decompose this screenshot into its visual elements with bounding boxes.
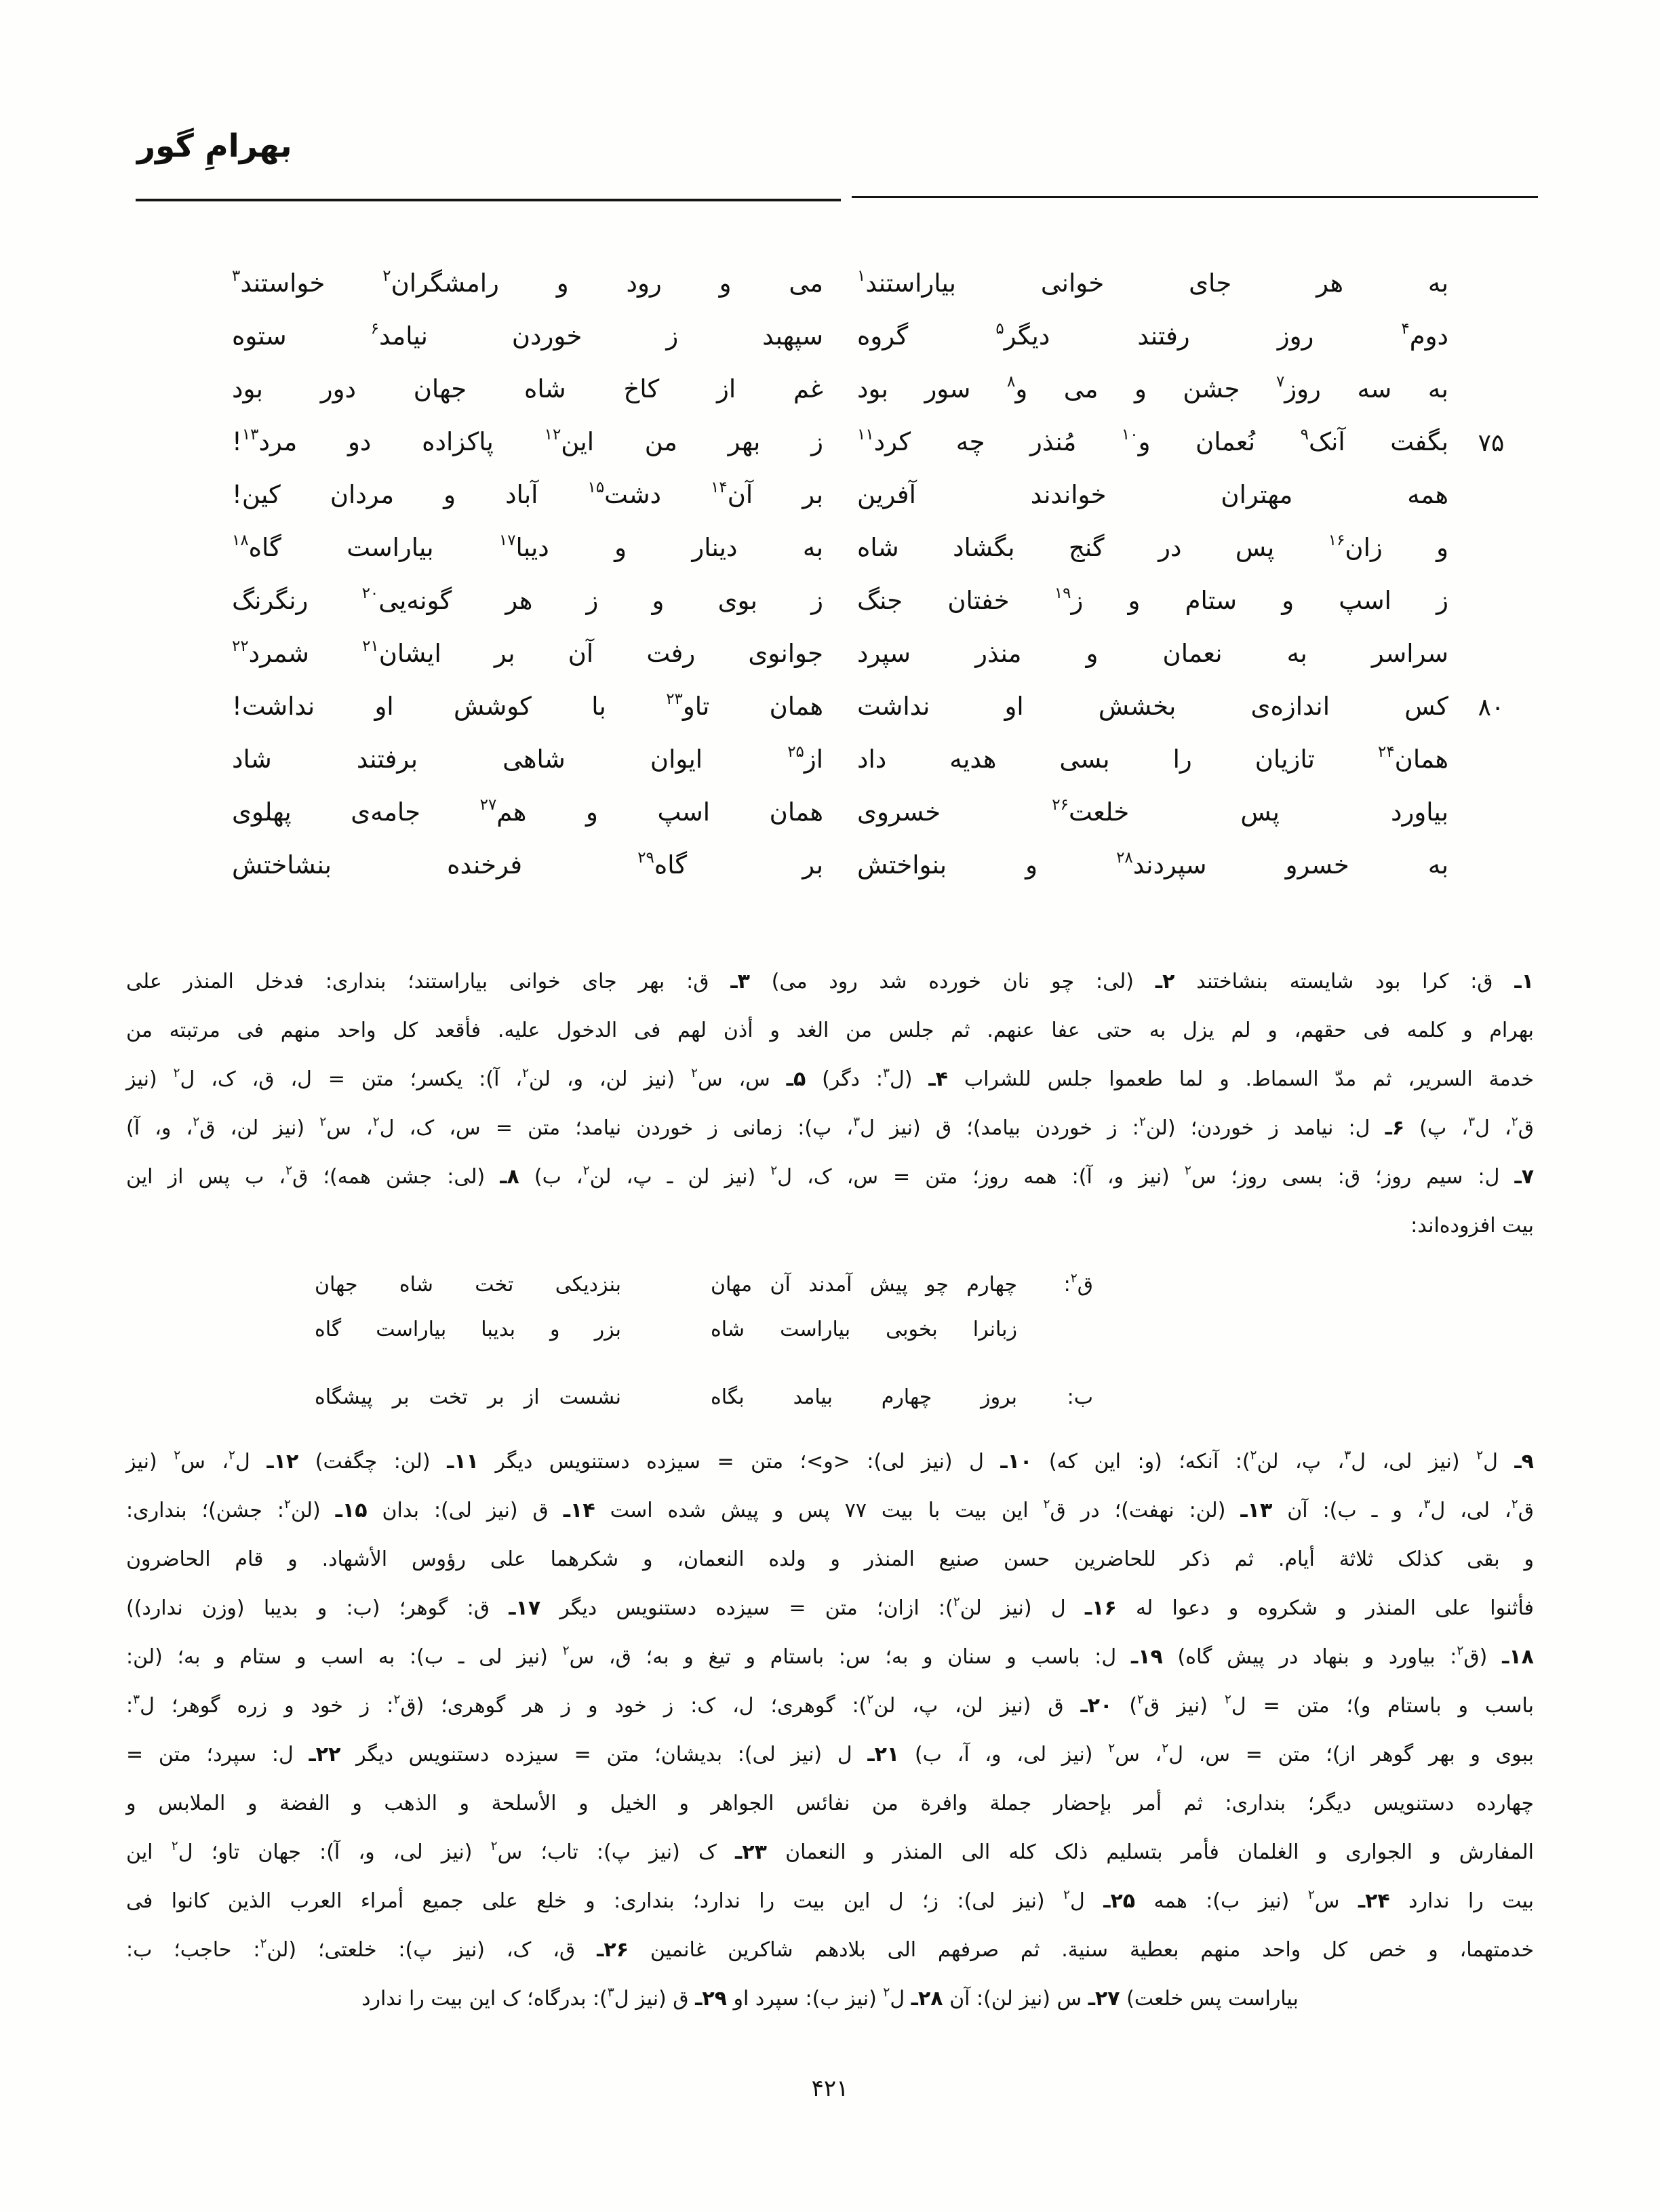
second-hemistich: بر آن$^{۱۴}$ دشت$^{۱۵}$ آباد و مردان کین! bbox=[232, 479, 823, 510]
first-hemistich: همان$^{۲۴}$ تازیان را بسی هدیه داد bbox=[857, 743, 1448, 774]
verse-row bbox=[126, 298, 1534, 351]
verse-row bbox=[126, 616, 1534, 669]
apparatus-line: چهارده دستنویس دیگر؛ بنداری: ثم أمر بإحضار جملة وافرة من نفائس الجواهر و الخیل و الأسلحة و الذهب و الفضة و الملابس و bbox=[126, 1792, 1534, 1815]
verse-number: ۷۵ bbox=[1478, 429, 1505, 457]
second-hemistich: از$^{۲۵}$ ایوان شاهی برفتند شاد bbox=[232, 743, 823, 774]
second-hemistich: ز بوی و ز هر گونه‌یی$^{۲۰}$ رنگرنگ bbox=[232, 585, 823, 616]
verse-number: ۸۰ bbox=[1478, 693, 1505, 722]
manuscript-siglum-label: ب: bbox=[1067, 1385, 1093, 1409]
apparatus-line: خدمة السریر، ثم مدّ السماط. و لما طعموا جلس للشراب ۴ـ (ل$^۳$: دگر) ۵ـ س، س$^۲$ (نیز لن، و، لن$^۲$، آ): یکسر؛ متن = ل، ق، ک، ل$^۲$ (نیز bbox=[126, 1065, 1535, 1091]
header-rule bbox=[136, 199, 841, 201]
quote-verse-row bbox=[266, 1263, 1093, 1307]
verse-row bbox=[126, 722, 1534, 774]
verse-row bbox=[126, 351, 1534, 404]
verse-row bbox=[126, 404, 1534, 457]
first-hemistich: به خسرو سپردند$^{۲۸}$ و بنواختش bbox=[857, 849, 1448, 880]
critical-apparatus bbox=[126, 957, 1534, 2023]
apparatus-line: و بقی کذلک ثلاثة أیام. ثم ذکر للحاضرین حسن صنیع المنذر و ولده النعمان، و شکرهما علی رؤوس الأشهاد. و قام الحاضرون bbox=[126, 1547, 1534, 1571]
apparatus-line: بیاراست پس خلعت) ۲۷ـ س (نیز لن): آن ۲۸ـ ل$^۲$ (نیز ب): سپرد او ۲۹ـ ق (نیز ل$^۳$): بدرگاه؛ ک این بیت را ندارد bbox=[361, 1985, 1299, 2011]
first-hemistich: بگفت آنک$^۹$ نُعمان و$^{۱۰}$ مُنذر چه کرد$^{۱۱}$ bbox=[857, 426, 1449, 457]
header-rule bbox=[852, 196, 1538, 198]
second-hemistich: نشست از بر تخت بر پیشگاه bbox=[315, 1385, 621, 1409]
verse-row bbox=[126, 563, 1534, 616]
poem bbox=[126, 245, 1534, 880]
second-hemistich: به دینار و دیبا$^{۱۷}$ بیاراست گاه$^{۱۸}$ bbox=[232, 532, 823, 563]
second-hemistich: بر گاه$^{۲۹}$ فرخنده بنشاختش bbox=[232, 849, 824, 880]
quote-verse-row bbox=[266, 1375, 1093, 1420]
first-hemistich: و زان$^{۱۶}$ پس در گنج بگشاد شاه bbox=[857, 532, 1449, 563]
first-hemistich: زبانرا بخوبی بیاراست شاه bbox=[711, 1318, 1017, 1341]
apparatus-line: ق$^۲$، ل$^۳$، پ) ۶ـ ل: نیامد ز خوردن؛ (لن$^۲$: ز خوردن بیامد)؛ ق (نیز ل$^۳$، پ): زمانی ز خوردن نیامد؛ متن = س، ک، ل$^۲$، س$^۲$ (نیز لن، ق$^۲$، و، آ) bbox=[126, 1114, 1535, 1140]
apparatus-line: فأثنوا علی المنذر و شکروه و دعوا له ۱۶ـ ل (نیز لن$^۲$): ازان؛ متن = سیزده دستنویس دیگر ۱۷ـ ق: گوهر؛ (ب: و بدیبا (وزن ندارد)) bbox=[126, 1594, 1535, 1620]
page-number: ۴۲۱ bbox=[811, 2075, 849, 2102]
apparatus-line: ببوی و بهر گوهر از)؛ متن = س، ل$^۲$، س$^۲$ (نیز لی، و، آ، ب) ۲۱ـ ل (نیز لی): بدیشان؛ متن = سیزده دستنویس دیگر ۲۲ـ ل: سپرد؛ متن = bbox=[126, 1741, 1534, 1766]
verse-row bbox=[126, 669, 1534, 722]
second-hemistich: می و رود و رامشگران$^۲$ خواستند$^۳$ bbox=[232, 267, 823, 298]
second-hemistich: بزر و بدیبا بیاراست گاه bbox=[315, 1318, 621, 1341]
second-hemistich: غم از کاخ شاه جهان دور بود bbox=[232, 374, 823, 404]
second-hemistich: جوانوی رفت آن بر ایشان$^{۲۱}$ شمرد$^{۲۲}$ bbox=[232, 637, 824, 669]
second-hemistich: همان تاو$^{۲۳}$ با کوشش او نداشت! bbox=[232, 690, 823, 722]
apparatus-line: المفارش و الجواری و الغلمان فأمر بتسلیم ذلک کله الی المنذر و النعمان ۲۳ـ ک (نیز پ): تاب؛ س$^۲$ (نیز لی، و، آ): جهان تاو؛ ل$^۲$ این bbox=[126, 1838, 1535, 1864]
page-title: بهرامِ گور bbox=[137, 127, 292, 165]
apparatus-line: ق$^۲$، لی، ل$^۳$، و ـ ب): آن ۱۳ـ (لن: نهفت)؛ در ق$^۲$ این بیت با بیت ۷۷ پس و پیش شده است ۱۴ـ ق (نیز لی): بدان ۱۵ـ (لن$^۲$: جشن)؛ بنداری: bbox=[126, 1497, 1535, 1522]
first-hemistich: دوم$^۴$ روز رفتند دیگر$^۵$ گروه bbox=[857, 320, 1448, 351]
first-hemistich: چهارم چو پیش آمدند آن مهان bbox=[711, 1273, 1017, 1297]
first-hemistich: ز اسپ و ستام و ز$^{۱۹}$ خفتان جنگ bbox=[857, 585, 1449, 616]
apparatus-line: بهرام و کلمه فی حقهم، و لم یزل به حتی عفا عنهم. ثم جلس من الغد و أذن لهم فی الدخول علیه. فأقعد کل واحد منهم فی مرتبته من bbox=[126, 1019, 1534, 1042]
apparatus-line: خدمتهما، و خص کل واحد منهم بعطیة سنیة. ثم صرفهم الی بلادهم شاکرین غانمین ۲۶ـ ق، ک، (نیز پ): خلعتی؛ (لن$^۲$: حاجب؛ ب: bbox=[126, 1936, 1534, 1962]
quote-verse-row bbox=[266, 1307, 1093, 1352]
second-hemistich: سپهبد ز خوردن نیامد$^۶$ ستوه bbox=[232, 320, 823, 351]
apparatus-line: ۱۸ـ (ق$^۲$: بیاورد و بنهاد در پیش گاه) ۱۹ـ ل: باسب و سنان و به؛ س: باستام و تیغ و به؛ ق، س$^۲$ (نیز لی ـ ب): به اسب و ستام و به؛ (لن: bbox=[126, 1643, 1534, 1669]
first-hemistich: همه مهتران خواندند آفرین bbox=[857, 480, 1448, 510]
manuscript-siglum-label: ق$^۲$: bbox=[1063, 1271, 1093, 1297]
added-verses-manuscript-q2 bbox=[266, 1263, 1093, 1352]
apparatus-line: بیت افزوده‌اند: bbox=[1410, 1214, 1534, 1238]
verse-row bbox=[126, 457, 1534, 510]
apparatus-line: ۱ـ ق: کرا بود شایسته بنشاختند ۲ـ (لی: چو نان خورده شد رود می) ۳ـ ق: بهر جای خوانی بیاراستند؛ بنداری: فدخل المنذر علی bbox=[126, 970, 1534, 993]
verse-row bbox=[126, 245, 1534, 298]
apparatus-line: ۷ـ ل: سیم روز؛ ق: بسی روز؛ س$^۲$ (نیز و، آ): همه روز؛ متن = س، ک، ل$^۲$ (نیز لن ـ پ، لن$^۲$، ب) ۸ـ (لی: جشن همه)؛ ق$^۲$، ب پس از این bbox=[126, 1163, 1535, 1189]
first-hemistich: بروز چهارم بیامد بگاه bbox=[711, 1385, 1017, 1409]
first-hemistich: به سه روز$^۷$ جشن و می و$^۸$ سور بود bbox=[857, 373, 1448, 404]
first-hemistich: کس اندازه‌ی بخشش او نداشت bbox=[857, 692, 1448, 722]
verse-row bbox=[126, 774, 1534, 827]
first-hemistich: سراسر به نعمان و منذر سپرد bbox=[857, 639, 1448, 669]
second-hemistich: بنزدیکی تخت شاه جهان bbox=[315, 1273, 621, 1297]
apparatus-line: باسب و باستام و)؛ متن = ل$^۲$ (نیز ق$^۲$) ۲۰ـ ق (نیز لن، پ، لن$^۲$): گوهری؛ ل، ک: ز خود و ز هر گوهری؛ (ق$^۲$: ز خود و زره گوهر؛ ل$^۳$: bbox=[126, 1692, 1534, 1718]
second-hemistich: همان اسپ و هم$^{۲۷}$ جامه‌ی پهلوی bbox=[232, 796, 823, 827]
added-verse-manuscript-b bbox=[266, 1375, 1093, 1420]
first-hemistich: به هر جای خوانی بیاراستند$^۱$ bbox=[857, 267, 1448, 298]
apparatus-line: ۹ـ ل$^۲$ (نیز لی، ل$^۳$، پ، لن$^۲$): آنکه؛ (و: این که) ۱۰ـ ل (نیز لی): <و>؛ متن = سیزده دستنویس دیگر ۱۱ـ (لن: چگفت) ۱۲ـ ل$^۲$، س$^۲$ (نیز bbox=[126, 1448, 1534, 1474]
second-hemistich: ز بهر من این$^{۱۲}$ پاکزاده دو مرد$^{۱۳}$! bbox=[232, 426, 823, 457]
apparatus-line: بیت را ندارد ۲۴ـ س$^۲$ (نیز ب): همه ۲۵ـ ل$^۲$ (نیز لی): ز؛ ل این بیت را ندارد؛ بنداری: و خلع علی جمیع أمراء العرب الذین کانوا فی bbox=[126, 1887, 1534, 1913]
verse-row bbox=[126, 510, 1534, 563]
verse-row bbox=[126, 827, 1534, 880]
first-hemistich: بیاورد پس خلعت$^{۲۶}$ خسروی bbox=[857, 796, 1448, 827]
